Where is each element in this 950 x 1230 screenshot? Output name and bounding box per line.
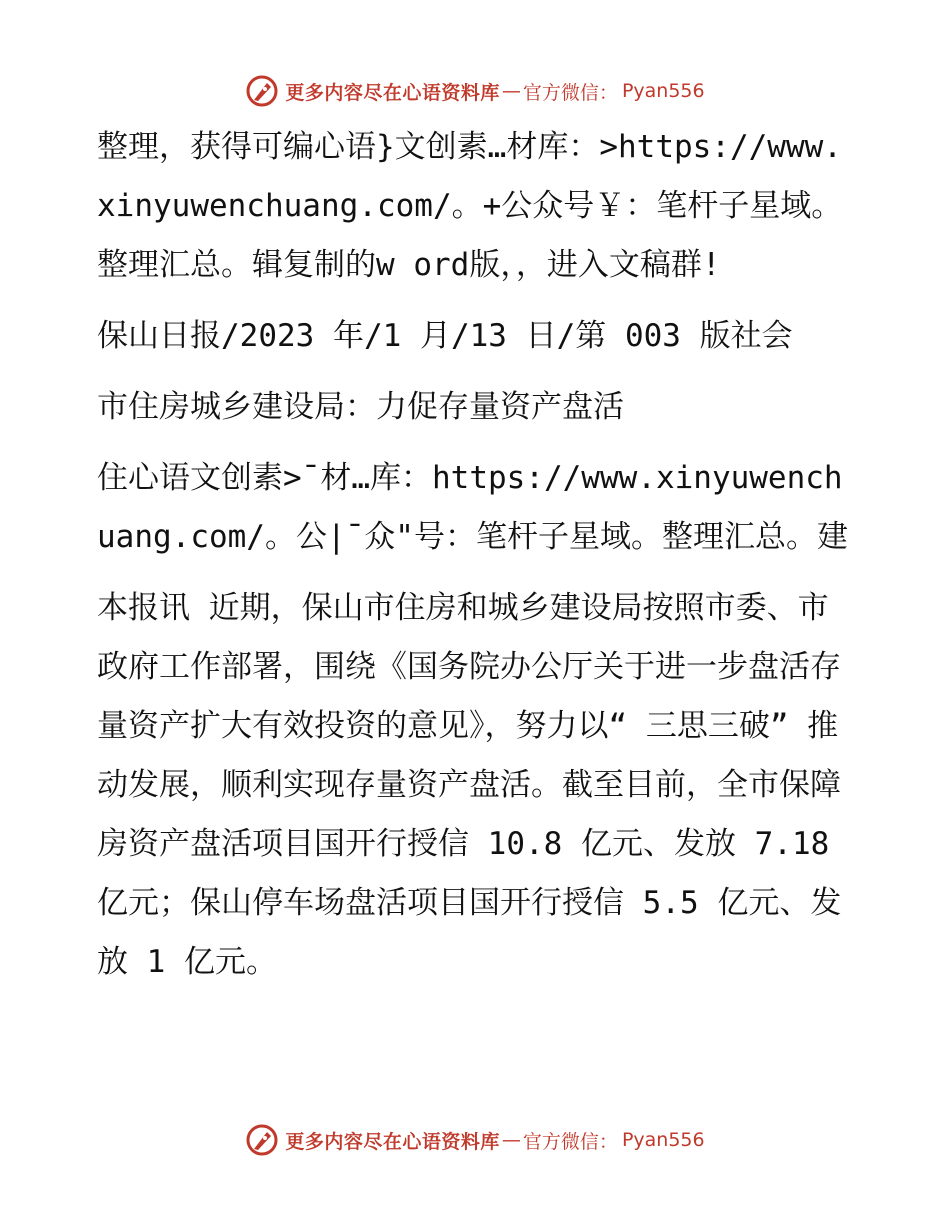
- pen-nib-logo-icon: [245, 74, 279, 108]
- document-body: [97, 118, 857, 1004]
- banner-text: 更多内容尽在心语资料库: [285, 1130, 500, 1153]
- pen-nib-logo-icon: [245, 1123, 279, 1157]
- banner-account: Pyan556: [621, 80, 705, 102]
- banner-dash: —: [501, 80, 521, 102]
- paragraph-source: 保山日报/2023 年/1 月/13 日/第 003 版社会: [97, 318, 793, 354]
- paragraph-promo: 住心语文创素>¯材…库：https://www.xinyuwenchuang.com/。公|¯众"号：笔杆子星域。整理汇总。建: [97, 460, 848, 555]
- article-title: 市住房城乡建设局：力促存量资产盘活: [97, 389, 624, 425]
- banner-dash: —: [501, 1129, 521, 1151]
- banner-text: 更多内容尽在心语资料库: [285, 81, 500, 104]
- header-banner: [0, 71, 950, 111]
- banner-official-label: 官方微信：: [522, 81, 618, 104]
- footer-banner: [0, 1120, 950, 1160]
- banner-official-label: 官方微信：: [522, 1130, 618, 1153]
- paragraph-intro: 整理，获得可编心语}文创素…材库：>https://www.xinyuwenchuang.com/。+公众号￥：笔杆子星域。整理汇总。辑复制的w ord版，，进入文稿群!: [97, 129, 843, 283]
- paragraph-body: 本报讯 近期，保山市住房和城乡建设局按照市委、市政府工作部署，围绕《国务院办公厅关于进一步盘活存量资产扩大有效投资的意见》，努力以“ 三思三破” 推动发展，顺利实现存量资产盘活。截至目前，全市保障房资产盘活项目国开行授信 10.8 亿元、发放 7.18 亿元；保山停车场盘活项目国开行授信 5.5 亿元、发放 1 亿元。: [97, 590, 842, 980]
- banner-account: Pyan556: [621, 1129, 705, 1151]
